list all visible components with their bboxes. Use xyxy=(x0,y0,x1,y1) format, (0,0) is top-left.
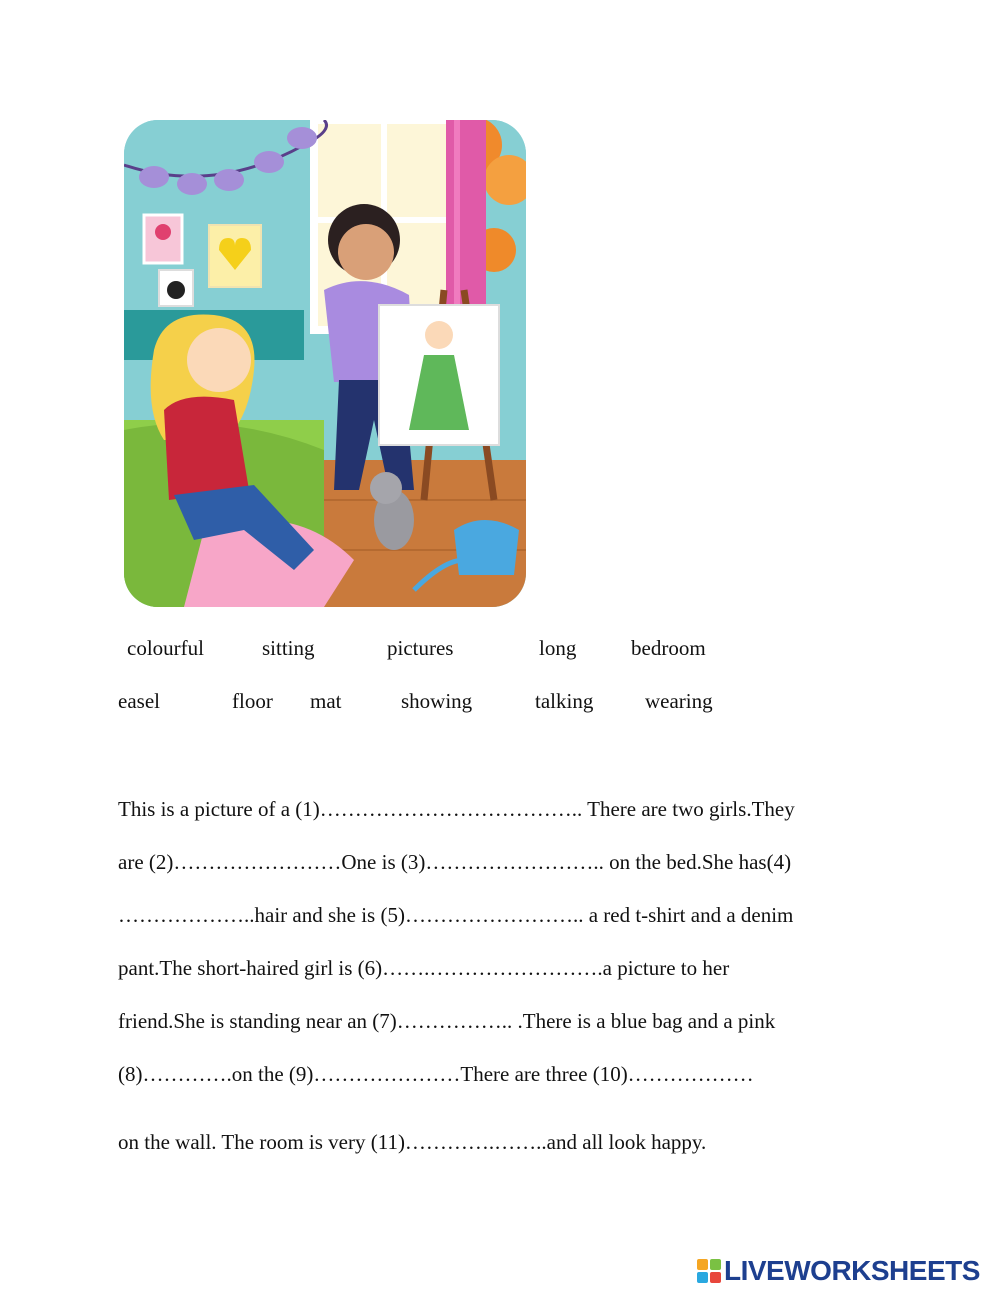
passage-line: ………………..hair and she is (5)…………………….. a red t-shirt and a denim xyxy=(118,903,794,927)
word-bank-item: easel xyxy=(118,689,160,713)
word-bank-item: mat xyxy=(310,689,342,713)
logo-text: LIVEWORKSHEETS xyxy=(724,1255,980,1286)
word-bank-item: floor xyxy=(232,689,273,713)
word-bank-item: long xyxy=(539,636,577,660)
passage-line: friend.She is standing near an (7)…………….. .There is a blue bag and a pink xyxy=(118,1009,776,1033)
passage-line: are (2)……………………One is (3)…………………….. on the bed.She has(4) xyxy=(118,850,792,874)
word-bank-item: colourful xyxy=(127,636,204,660)
word-bank-item: wearing xyxy=(645,689,713,713)
word-bank-item: pictures xyxy=(387,636,454,660)
liveworksheets-logo xyxy=(697,1254,980,1288)
word-bank-item: talking xyxy=(535,689,594,713)
passage-line: pant.The short-haired girl is (6)…….…………………….a picture to her xyxy=(118,956,730,980)
logo-mark-icon xyxy=(697,1259,721,1283)
passage-line: This is a picture of a (1)……………………………….. There are two girls.They xyxy=(118,797,795,821)
bedroom-scene-picture xyxy=(124,120,526,607)
word-bank-item: showing xyxy=(401,689,473,713)
passage-line: on the wall. The room is very (11)………….……..and all look happy. xyxy=(118,1130,707,1154)
word-bank-item: sitting xyxy=(262,636,315,660)
passage-line: (8)………….on the (9)…………………There are three (10)……………… xyxy=(118,1062,754,1086)
word-bank-item: bedroom xyxy=(631,636,706,660)
classroom-illustration xyxy=(124,120,526,607)
